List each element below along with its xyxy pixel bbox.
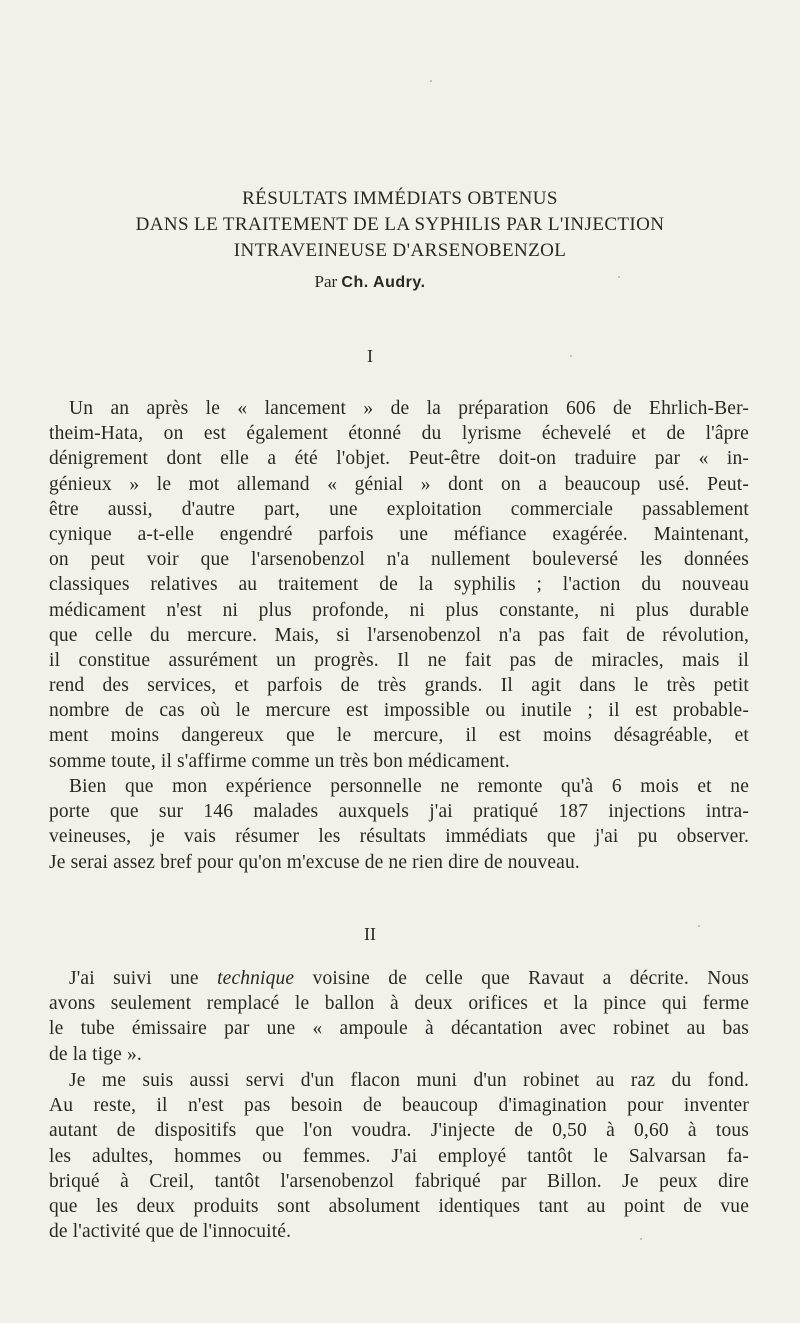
- text-line: Un an après le « lancement » de la préparation 606 de Ehrlich-Ber-: [69, 398, 749, 419]
- text-line: que celle du mercure. Mais, si l'arsenobenzol n'a pas fait de révolution,: [49, 624, 749, 646]
- text-line: les adultes, hommes ou femmes. J'ai employé tantôt le Salvarsan fa-: [49, 1145, 749, 1167]
- text-line: médicament n'est ni plus profonde, ni plus constante, ni plus durable: [49, 599, 749, 621]
- text-line: dénigrement dont elle a été l'objet. Peut-être doit-on traduire par « in-: [49, 448, 749, 470]
- section-heading-1: I: [367, 346, 373, 366]
- text-line: Je serai assez bref pour qu'on m'excuse de ne rien dire de nouveau.: [49, 851, 580, 873]
- scan-speck: [698, 925, 700, 927]
- text-line: Bien que mon expérience personnelle ne remonte qu'à 6 mois et ne: [69, 776, 749, 797]
- text-line: que les deux produits sont absolument identiques tant au point de vue: [49, 1195, 749, 1217]
- italic-term: technique: [217, 968, 295, 989]
- paragraph: [49, 774, 749, 875]
- text-line: porte que sur 146 malades auxquels j'ai pratiqué 187 injections intra-: [49, 801, 749, 823]
- text-line: nombre de cas où le mercure est impossible ou inutile ; il est probable-: [49, 700, 749, 722]
- section-heading-2: II: [364, 924, 376, 944]
- text-line: briqué à Creil, tantôt l'arsenobenzol fabriqué par Billon. Je peux dire: [49, 1170, 749, 1192]
- scan-speck: [618, 276, 620, 278]
- text-line: cynique a-t-elle engendré parfois une méfiance exagérée. Maintenant,: [49, 523, 749, 545]
- paragraph: [49, 966, 749, 1067]
- text-line: theim-Hata, on est également étonné du lyrisme échevelé et de l'âpre: [49, 423, 749, 445]
- text-line: Au reste, il n'est pas besoin de beaucoup d'imagination pour inventer: [49, 1095, 749, 1117]
- paragraph: [49, 1068, 749, 1244]
- article-title: [0, 186, 800, 264]
- byline: [0, 272, 740, 292]
- scan-speck: [640, 1238, 642, 1240]
- title-line: RÉSULTATS IMMÉDIATS OBTENUS: [242, 188, 558, 209]
- text-line: ment moins dangereux que le mercure, il est moins désagréable, et: [49, 725, 749, 747]
- text-line: on peut voir que l'arsenobenzol n'a nullement bouleversé les données: [49, 549, 749, 571]
- text-line: de l'activité que de l'innocuité.: [49, 1221, 292, 1243]
- text-line: classiques relatives au traitement de la syphilis ; l'action du nouveau: [49, 574, 749, 596]
- text-line: être aussi, d'autre part, une exploitation commerciale passablement: [49, 498, 749, 520]
- text-line: Je me suis aussi servi d'un flacon muni d'un robinet au raz du fond.: [69, 1070, 749, 1091]
- scan-speck: [570, 355, 572, 357]
- text-line: le tube émissaire par une « ampoule à décantation avec robinet au bas: [49, 1018, 749, 1040]
- title-line: INTRAVEINEUSE D'ARSENOBENZOL: [233, 240, 567, 261]
- text-line: de la tige ».: [49, 1043, 142, 1065]
- text-line: somme toute, il s'affirme comme un très bon médicament.: [49, 750, 510, 772]
- text-line: veineuses, je vais résumer les résultats immédiats que j'ai pu observer.: [49, 826, 749, 848]
- text-line: autant de dispositifs que l'on voudra. J'injecte de 0,50 à 0,60 à tous: [49, 1120, 749, 1142]
- author-name: Ch. Audry.: [341, 274, 426, 291]
- text-line: rend des services, et parfois de très grands. Il agit dans le très petit: [49, 675, 749, 697]
- text-run: J'ai suivi une: [69, 968, 199, 989]
- byline-prefix: Par: [314, 272, 338, 291]
- text-line: il constitue assurément un progrès. Il ne fait pas de miracles, mais il: [49, 649, 749, 671]
- text-run: voisine de celle que Ravaut a décrite. Nous: [312, 968, 749, 989]
- title-line: DANS LE TRAITEMENT DE LA SYPHILIS PAR L'INJECTION: [135, 214, 665, 235]
- paragraph: [49, 396, 749, 774]
- text-line: génieux » le mot allemand « génial » dont on a beaucoup usé. Peut-: [49, 473, 749, 495]
- text-line: avons seulement remplacé le ballon à deux orifices et la pince qui ferme: [49, 993, 749, 1015]
- text-line: [49, 966, 749, 991]
- scan-speck: [430, 80, 432, 82]
